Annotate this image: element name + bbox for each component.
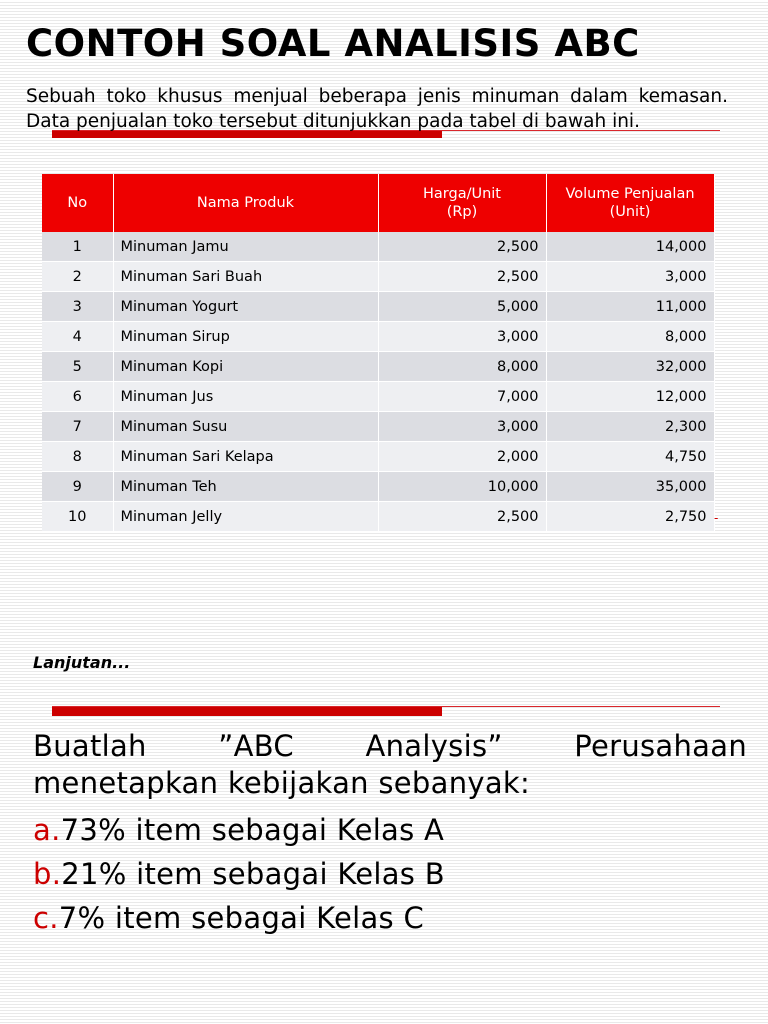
cell-no: 4: [42, 322, 113, 352]
cell-price: 2,500: [378, 232, 546, 262]
cell-product: Minuman Jamu: [113, 232, 378, 262]
table-row: [42, 382, 714, 412]
sales-table: [42, 174, 715, 532]
intro-paragraph: Sebuah toko khusus menjual beberapa jenis minuman dalam kemasan. Data penjualan toko tersebut ditunjukkan pada tabel di bawah ini.: [26, 86, 728, 132]
cell-price: 5,000: [378, 292, 546, 322]
list-item: [33, 810, 445, 854]
cell-price: 7,000: [378, 382, 546, 412]
cell-volume: 35,000: [546, 472, 714, 502]
cell-no: 3: [42, 292, 113, 322]
table-row: [42, 442, 714, 472]
cell-product: Minuman Yogurt: [113, 292, 378, 322]
table-row: [42, 262, 714, 292]
cell-volume: 2,300: [546, 412, 714, 442]
policy-text: 73% item sebagai Kelas A: [60, 813, 445, 847]
table-corner-mark: -: [714, 511, 719, 525]
header-price: [378, 174, 546, 232]
accent-rule-thick-2: [52, 707, 442, 716]
task-line-2: menetapkan kebijakan sebanyak:: [33, 766, 531, 800]
table-row: [42, 232, 714, 262]
table-row: [42, 352, 714, 382]
cell-product: Minuman Sirup: [113, 322, 378, 352]
policy-letter: c.: [33, 901, 59, 935]
cell-no: 5: [42, 352, 113, 382]
header-price-line2: (Rp): [446, 204, 478, 220]
table-row: [42, 322, 714, 352]
list-item: [33, 854, 445, 898]
list-item: [33, 898, 445, 942]
cell-product: Minuman Teh: [113, 472, 378, 502]
cell-price: 3,000: [378, 322, 546, 352]
cell-no: 6: [42, 382, 113, 412]
header-no: No: [42, 174, 113, 232]
table-row: [42, 472, 714, 502]
table-header-row: [42, 174, 714, 232]
cell-product: Minuman Jelly: [113, 502, 378, 532]
cell-product: Minuman Kopi: [113, 352, 378, 382]
policy-list: [33, 810, 445, 942]
table-row: [42, 502, 714, 532]
cell-product: Minuman Sari Buah: [113, 262, 378, 292]
continued-label: Lanjutan...: [33, 653, 131, 672]
cell-product: Minuman Susu: [113, 412, 378, 442]
policy-letter: a.: [33, 813, 61, 847]
cell-price: 8,000: [378, 352, 546, 382]
header-volume-line1: Volume Penjualan: [565, 186, 695, 202]
cell-price: 2,000: [378, 442, 546, 472]
table-row: [42, 412, 714, 442]
cell-no: 1: [42, 232, 113, 262]
policy-text: 21% item sebagai Kelas B: [61, 857, 445, 891]
cell-no: 2: [42, 262, 113, 292]
policy-text: 7% item sebagai Kelas C: [58, 901, 425, 935]
cell-volume: 2,750: [546, 502, 714, 532]
cell-no: 8: [42, 442, 113, 472]
cell-volume: 12,000: [546, 382, 714, 412]
cell-no: 10: [42, 502, 113, 532]
page-title: CONTOH SOAL ANALISIS ABC: [26, 22, 640, 65]
cell-volume: 3,000: [546, 262, 714, 292]
cell-product: Minuman Jus: [113, 382, 378, 412]
cell-no: 9: [42, 472, 113, 502]
cell-price: 2,500: [378, 502, 546, 532]
table-row: [42, 292, 714, 322]
cell-volume: 14,000: [546, 232, 714, 262]
cell-price: 3,000: [378, 412, 546, 442]
task-line-1: Buatlah ”ABC Analysis” Perusahaan: [33, 729, 747, 763]
cell-no: 7: [42, 412, 113, 442]
cell-price: 2,500: [378, 262, 546, 292]
header-price-line1: Harga/Unit: [423, 186, 501, 202]
header-volume: [546, 174, 714, 232]
cell-volume: 11,000: [546, 292, 714, 322]
policy-letter: b.: [33, 857, 62, 891]
header-product: Nama Produk: [113, 174, 378, 232]
cell-volume: 32,000: [546, 352, 714, 382]
cell-volume: 8,000: [546, 322, 714, 352]
cell-volume: 4,750: [546, 442, 714, 472]
cell-product: Minuman Sari Kelapa: [113, 442, 378, 472]
header-volume-line2: (Unit): [609, 204, 651, 220]
cell-price: 10,000: [378, 472, 546, 502]
